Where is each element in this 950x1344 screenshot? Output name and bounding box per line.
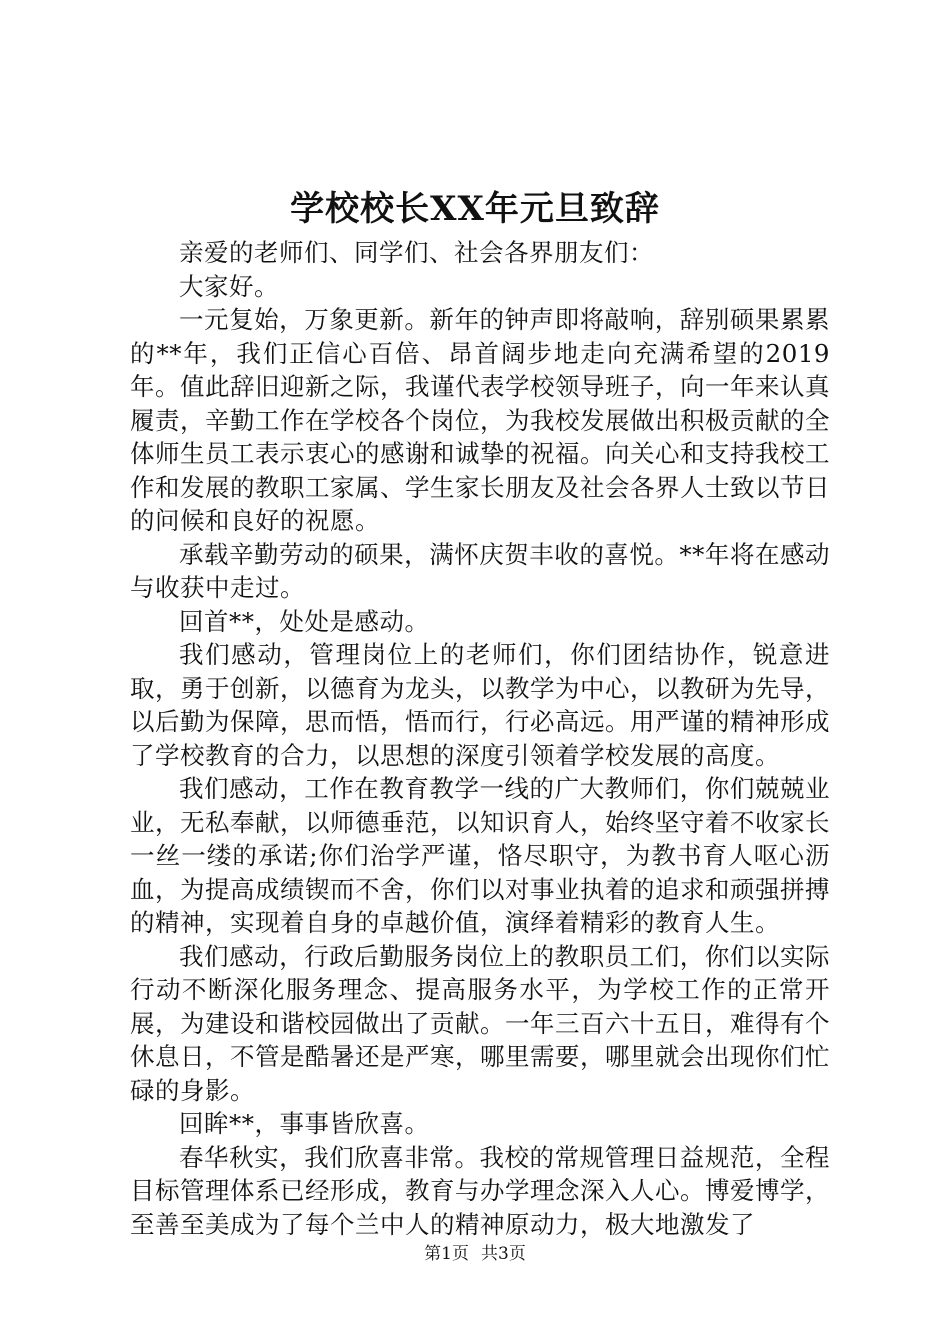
body-paragraph: 承载辛勤劳动的硕果，满怀庆贺丰收的喜悦。**年将在感动与收获中走过。 bbox=[130, 539, 830, 602]
body-paragraph: 一元复始，万象更新。新年的钟声即将敲响，辞别硕果累累的**年，我们正信心百倍、昂首阔步地走向充满希望的2019年。值此辞旧迎新之际，我谨代表学校领导班子，向一年来认真履责，辛勤工作在学校各个岗位，为我校发展做出积极贡献的全体师生员工表示衷心的感谢和诚挚的祝福。向关心和支持我校工作和发展的教职工家属、学生家长朋友及社会各界人士致以节日的问候和良好的祝愿。 bbox=[130, 305, 830, 535]
page-number: 第1页 bbox=[424, 1244, 469, 1264]
greeting-paragraph: 大家好。 bbox=[179, 271, 279, 301]
document-title: 学校校长XX年元旦致辞 bbox=[290, 189, 660, 229]
page-total: 共3页 bbox=[481, 1244, 526, 1264]
body-paragraph: 我们感动，行政后勤服务岗位上的教职员工们，你们以实际行动不断深化服务理念、提高服务水平，为学校工作的正常开展，为建设和谐校园做出了贡献。一年三百六十五日，难得有个休息日，不管是酷暑还是严寒，哪里需要，哪里就会出现你们忙碌的身影。 bbox=[130, 941, 830, 1105]
body-paragraph: 我们感动，管理岗位上的老师们，你们团结协作，锐意进取，勇于创新，以德育为龙头，以教学为中心，以教研为先导，以后勤为保障，思而悟，悟而行，行必高远。用严谨的精神形成了学校教育的合力，以思想的深度引领着学校发展的高度。 bbox=[130, 640, 830, 770]
page-footer bbox=[0, 1242, 950, 1266]
body-paragraph: 春华秋实，我们欣喜非常。我校的常规管理日益规范，全程目标管理体系已经形成，教育与办学理念深入人心。博爱博学，至善至美成为了每个兰中人的精神原动力，极大地激发了 bbox=[130, 1142, 830, 1239]
body-paragraph: 我们感动，工作在教育教学一线的广大教师们，你们兢兢业业，无私奉献，以师德垂范，以知识育人，始终坚守着不收家长一丝一缕的承诺;你们治学严谨，恪尽职守，为教书育人呕心沥血，为提高成绩锲而不舍，你们以对事业执着的追求和顽强拼搏的精神，实现着自身的卓越价值，演绎着精彩的教育人生。 bbox=[130, 774, 830, 937]
body-paragraph: 回首**，处处是感动。 bbox=[179, 606, 430, 636]
salutation-paragraph: 亲爱的老师们、同学们、社会各界朋友们： bbox=[179, 238, 654, 267]
document-body bbox=[130, 236, 830, 1241]
body-paragraph: 回眸**，事事皆欣喜。 bbox=[179, 1109, 430, 1138]
